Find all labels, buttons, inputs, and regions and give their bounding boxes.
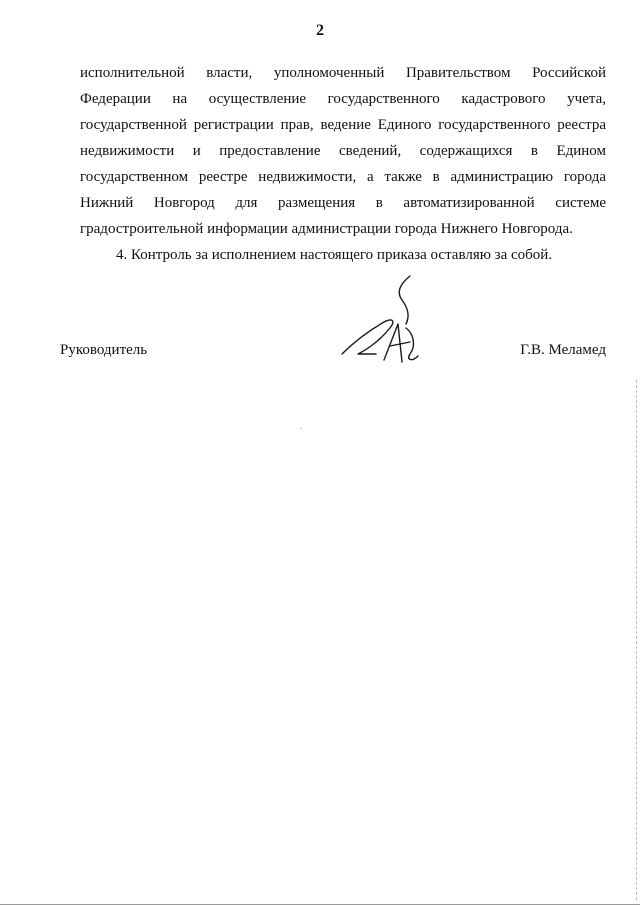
paragraph-4: 4. Контроль за исполнением настоящего приказа оставляю за собой. [116,247,553,263]
signer-name: Г.В. Меламед [520,342,606,358]
signer-position: Руководитель [60,342,148,358]
paragraph-continued: исполнительной власти, уполномоченный Правительством Российской Федерации на осуществление государственного кадастрового учета, государственной регистрации прав, ведение Единого государственного реестра недвижимости и предоставление сведений, содержащихся в Едином государственном реестре недвижимости, а также в администрацию города Нижний Новгород для размещения в автоматизированной системе градостроительной информации администрации города Нижнего Новгорода. [80,65,606,237]
document-body [80,60,606,268]
page-number: 2 [316,22,324,39]
scan-artifact [300,428,302,429]
handwritten-signature [330,270,430,370]
scan-edge [635,380,637,900]
